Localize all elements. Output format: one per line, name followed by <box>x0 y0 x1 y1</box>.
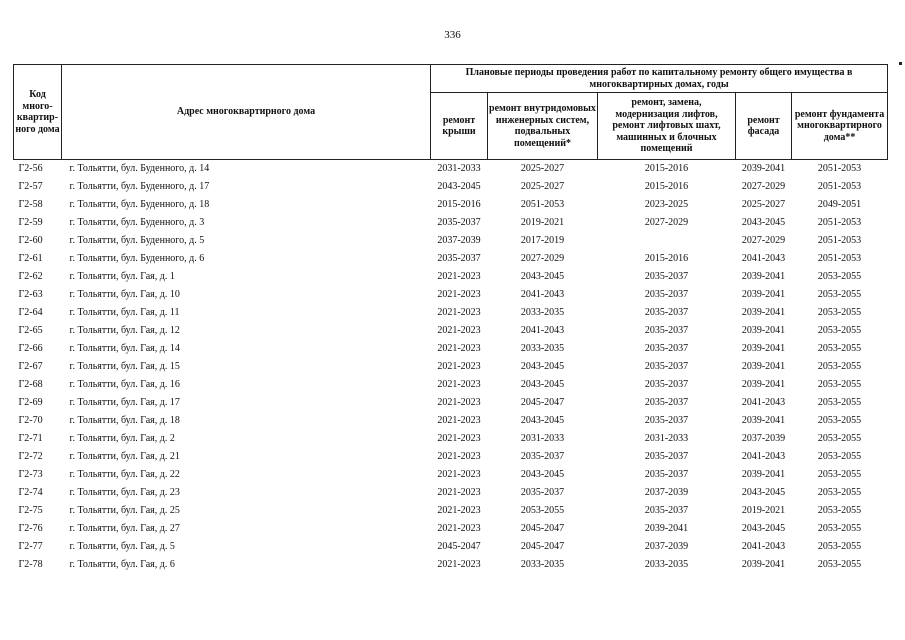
header-engineering: ремонт внутридомовых инженерных систем, подвальных помещений* <box>488 93 598 160</box>
cell-elevators: 2015-2016 <box>644 181 689 192</box>
cell-engineering: 2045-2047 <box>520 523 565 534</box>
header-elevators: ремонт, замена, модернизация лифтов, ремонт лифтовых шахт, машинных и блочных помещений <box>598 93 736 160</box>
cell-roof: 2021-2023 <box>437 433 481 444</box>
cell-roof: 2021-2023 <box>437 361 481 372</box>
cell-code: Г2-56 <box>14 160 62 179</box>
cell-engineering: 2045-2047 <box>520 397 565 408</box>
cell-elevators: 2035-2037 <box>644 415 689 426</box>
cell-elevators: 2035-2037 <box>644 361 689 372</box>
cell-address: г. Тольятти, бул. Буденного, д. 18 <box>69 199 210 210</box>
cell-address: г. Тольятти, бул. Гая, д. 21 <box>69 451 180 462</box>
cell-elevators: 2015-2016 <box>644 253 689 264</box>
cell-code: Г2-74 <box>18 487 43 498</box>
cell-engineering: 2041-2043 <box>520 325 565 336</box>
cell-facade: 2041-2043 <box>741 541 786 552</box>
cell-code: Г2-65 <box>18 325 43 336</box>
header-facade: ремонт фасада <box>736 93 792 160</box>
cell-elevators: 2035-2037 <box>644 451 689 462</box>
header-code: Код много-квартир-ного дома <box>14 65 62 160</box>
cell-foundation: 2053-2055 <box>817 289 862 300</box>
table-row <box>14 196 888 214</box>
cell-facade: 2039-2041 <box>741 559 786 570</box>
table-row <box>14 502 888 520</box>
cell-foundation: 2051-2053 <box>817 217 862 228</box>
cell-engineering: 2031-2033 <box>520 433 565 444</box>
cell-roof: 2021-2023 <box>437 271 481 282</box>
table-row <box>14 286 888 304</box>
cell-facade: 2043-2045 <box>741 217 786 228</box>
cell-foundation: 2049-2051 <box>817 199 862 210</box>
cell-facade: 2039-2041 <box>741 271 786 282</box>
table-row <box>14 412 888 430</box>
cell-roof: 2021-2023 <box>437 505 481 516</box>
cell-facade: 2039-2041 <box>741 469 786 480</box>
cell-roof: 2021-2023 <box>437 307 481 318</box>
cell-facade: 2025-2027 <box>741 199 786 210</box>
cell-address: г. Тольятти, бул. Буденного, д. 5 <box>69 235 205 246</box>
cell-engineering: 2017-2019 <box>520 235 565 246</box>
cell-code: Г2-62 <box>18 271 43 282</box>
cell-code: Г2-75 <box>18 505 43 516</box>
cell-address: г. Тольятти, бул. Буденного, д. 6 <box>69 253 205 264</box>
cell-code: Г2-72 <box>18 451 43 462</box>
cell-foundation: 2051-2053 <box>817 235 862 246</box>
cell-elevators: 2037-2039 <box>644 541 689 552</box>
cell-foundation: 2051-2053 <box>817 181 862 192</box>
cell-roof: 2035-2037 <box>437 253 481 264</box>
cell-engineering: 2051-2053 <box>520 199 565 210</box>
cell-foundation: 2053-2055 <box>817 397 862 408</box>
page-number: 336 <box>444 29 461 41</box>
table-row <box>14 448 888 466</box>
cell-foundation: 2053-2055 <box>817 451 862 462</box>
cell-foundation: 2053-2055 <box>817 307 862 318</box>
cell-facade: 2039-2041 <box>741 325 786 336</box>
cell-code: Г2-63 <box>18 289 43 300</box>
cell-address: г. Тольятти, бул. Буденного, д. 14 <box>62 160 431 179</box>
cell-code: Г2-58 <box>18 199 43 210</box>
cell-address: г. Тольятти, бул. Гая, д. 11 <box>69 307 180 318</box>
cell-engineering: 2033-2035 <box>520 559 565 570</box>
cell-elevators: 2035-2037 <box>644 505 689 516</box>
cell-facade: 2037-2039 <box>741 433 786 444</box>
cell-address: г. Тольятти, бул. Гая, д. 14 <box>69 343 180 354</box>
cell-elevators: 2035-2037 <box>644 271 689 282</box>
cell-address: г. Тольятти, бул. Гая, д. 22 <box>69 469 180 480</box>
cell-engineering: 2027-2029 <box>520 253 565 264</box>
table-row <box>14 304 888 322</box>
cell-facade: 2039-2041 <box>741 379 786 390</box>
cell-address: г. Тольятти, бул. Гая, д. 15 <box>69 361 180 372</box>
cell-facade: 2039-2041 <box>741 307 786 318</box>
cell-roof: 2045-2047 <box>437 541 481 552</box>
cell-facade: 2041-2043 <box>741 253 786 264</box>
table-row <box>14 214 888 232</box>
cell-foundation: 2051-2053 <box>817 253 862 264</box>
cell-code: Г2-71 <box>18 433 43 444</box>
cell-facade: 2039-2041 <box>736 160 792 179</box>
cell-facade: 2043-2045 <box>741 487 786 498</box>
cell-roof: 2037-2039 <box>437 235 481 246</box>
cell-foundation: 2053-2055 <box>817 487 862 498</box>
cell-foundation: 2053-2055 <box>817 379 862 390</box>
table-row <box>14 322 888 340</box>
table-row <box>14 250 888 268</box>
table-row <box>14 484 888 502</box>
cell-engineering: 2025-2027 <box>488 160 598 179</box>
cell-engineering: 2043-2045 <box>520 361 565 372</box>
cell-roof: 2043-2045 <box>437 181 481 192</box>
cell-engineering: 2035-2037 <box>520 487 565 498</box>
cell-code: Г2-69 <box>18 397 43 408</box>
header-address: Адрес многоквартирного дома <box>62 65 431 160</box>
cell-facade: 2041-2043 <box>741 451 786 462</box>
cell-elevators: 2027-2029 <box>644 217 689 228</box>
table-row <box>14 268 888 286</box>
cell-facade: 2039-2041 <box>741 343 786 354</box>
cell-facade: 2039-2041 <box>741 415 786 426</box>
cell-engineering: 2019-2021 <box>520 217 565 228</box>
cell-code: Г2-68 <box>18 379 43 390</box>
table-row <box>14 466 888 484</box>
cell-roof: 2021-2023 <box>437 397 481 408</box>
table-row <box>14 178 888 196</box>
cell-foundation: 2053-2055 <box>817 343 862 354</box>
cell-foundation: 2053-2055 <box>817 433 862 444</box>
cell-elevators: 2039-2041 <box>644 523 689 534</box>
cell-engineering: 2033-2035 <box>520 307 565 318</box>
cell-code: Г2-64 <box>18 307 43 318</box>
cell-address: г. Тольятти, бул. Гая, д. 5 <box>69 541 175 552</box>
header-foundation: ремонт фундамента многоквартирного дома** <box>792 93 888 160</box>
cell-code: Г2-78 <box>18 559 43 570</box>
cell-code: Г2-73 <box>18 469 43 480</box>
table-header <box>14 65 888 160</box>
cell-engineering: 2041-2043 <box>520 289 565 300</box>
cell-roof: 2021-2023 <box>437 451 481 462</box>
cell-code: Г2-76 <box>18 523 43 534</box>
cell-foundation: 2053-2055 <box>817 271 862 282</box>
cell-engineering: 2033-2035 <box>520 343 565 354</box>
cell-roof: 2021-2023 <box>437 325 481 336</box>
cell-code: Г2-57 <box>18 181 43 192</box>
cell-engineering: 2025-2027 <box>520 181 565 192</box>
cell-address: г. Тольятти, бул. Гая, д. 1 <box>69 271 175 282</box>
cell-address: г. Тольятти, бул. Буденного, д. 3 <box>69 217 205 228</box>
cell-address: г. Тольятти, бул. Гая, д. 2 <box>69 433 175 444</box>
header-roof: ремонт крыши <box>431 93 488 160</box>
cell-elevators: 2031-2033 <box>644 433 689 444</box>
cell-facade: 2041-2043 <box>741 397 786 408</box>
table-row <box>14 340 888 358</box>
cell-engineering: 2043-2045 <box>520 379 565 390</box>
cell-foundation: 2053-2055 <box>817 523 862 534</box>
cell-elevators: 2035-2037 <box>644 379 689 390</box>
table-row <box>14 394 888 412</box>
cell-elevators: 2033-2035 <box>644 559 689 570</box>
cell-elevators: 2035-2037 <box>644 397 689 408</box>
cell-foundation: 2051-2053 <box>792 160 888 179</box>
cell-elevators <box>598 232 736 250</box>
cell-roof: 2021-2023 <box>437 559 481 570</box>
cell-roof: 2021-2023 <box>437 523 481 534</box>
scan-mark <box>899 62 902 65</box>
cell-elevators: 2035-2037 <box>644 307 689 318</box>
cell-roof: 2015-2016 <box>437 199 481 210</box>
capital-repair-table <box>13 64 888 574</box>
cell-roof: 2035-2037 <box>437 217 481 228</box>
cell-facade: 2039-2041 <box>741 289 786 300</box>
cell-roof: 2021-2023 <box>437 379 481 390</box>
cell-roof: 2031-2033 <box>431 160 488 179</box>
cell-engineering: 2053-2055 <box>520 505 565 516</box>
table-row <box>14 520 888 538</box>
table-row <box>14 430 888 448</box>
cell-code: Г2-77 <box>18 541 43 552</box>
cell-roof: 2021-2023 <box>437 415 481 426</box>
cell-foundation: 2053-2055 <box>817 361 862 372</box>
cell-address: г. Тольятти, бул. Гая, д. 17 <box>69 397 180 408</box>
table-row <box>14 358 888 376</box>
cell-code: Г2-66 <box>18 343 43 354</box>
cell-facade: 2043-2045 <box>741 523 786 534</box>
cell-address: г. Тольятти, бул. Гая, д. 6 <box>69 559 175 570</box>
cell-address: г. Тольятти, бул. Гая, д. 16 <box>69 379 180 390</box>
cell-code: Г2-60 <box>18 235 43 246</box>
cell-engineering: 2043-2045 <box>520 271 565 282</box>
cell-facade: 2027-2029 <box>741 235 786 246</box>
cell-address: г. Тольятти, бул. Гая, д. 18 <box>69 415 180 426</box>
cell-address: г. Тольятти, бул. Гая, д. 27 <box>69 523 180 534</box>
cell-elevators: 2035-2037 <box>644 325 689 336</box>
cell-code: Г2-70 <box>18 415 43 426</box>
cell-elevators: 2035-2037 <box>644 469 689 480</box>
cell-facade: 2039-2041 <box>741 361 786 372</box>
cell-address: г. Тольятти, бул. Гая, д. 25 <box>69 505 180 516</box>
cell-foundation: 2053-2055 <box>817 505 862 516</box>
cell-code: Г2-59 <box>18 217 43 228</box>
cell-facade: 2027-2029 <box>741 181 786 192</box>
cell-address: г. Тольятти, бул. Гая, д. 12 <box>69 325 180 336</box>
cell-engineering: 2043-2045 <box>520 469 565 480</box>
cell-engineering: 2035-2037 <box>520 451 565 462</box>
cell-code: Г2-61 <box>18 253 43 264</box>
header-periods-group: Плановые периоды проведения работ по капитальному ремонту общего имущества в многоквартирных домах, годы <box>431 65 888 93</box>
cell-elevators: 2035-2037 <box>644 289 689 300</box>
cell-foundation: 2053-2055 <box>817 559 862 570</box>
table-row <box>14 538 888 556</box>
cell-roof: 2021-2023 <box>437 289 481 300</box>
cell-roof: 2021-2023 <box>437 469 481 480</box>
cell-address: г. Тольятти, бул. Гая, д. 10 <box>69 289 180 300</box>
cell-elevators: 2035-2037 <box>644 343 689 354</box>
cell-engineering: 2045-2047 <box>520 541 565 552</box>
cell-foundation: 2053-2055 <box>817 541 862 552</box>
cell-elevators: 2015-2016 <box>598 160 736 179</box>
cell-roof: 2021-2023 <box>437 343 481 354</box>
table-row <box>14 376 888 394</box>
table-row <box>14 556 888 574</box>
table-row <box>14 160 888 179</box>
cell-elevators: 2023-2025 <box>644 199 689 210</box>
cell-code: Г2-67 <box>18 361 43 372</box>
cell-elevators: 2037-2039 <box>644 487 689 498</box>
cell-facade: 2019-2021 <box>741 505 786 516</box>
table-body <box>14 160 888 575</box>
cell-address: г. Тольятти, бул. Буденного, д. 17 <box>69 181 210 192</box>
cell-address: г. Тольятти, бул. Гая, д. 23 <box>69 487 180 498</box>
cell-foundation: 2053-2055 <box>817 469 862 480</box>
cell-foundation: 2053-2055 <box>817 325 862 336</box>
cell-roof: 2021-2023 <box>437 487 481 498</box>
table-row <box>14 232 888 250</box>
cell-engineering: 2043-2045 <box>520 415 565 426</box>
cell-foundation: 2053-2055 <box>817 415 862 426</box>
